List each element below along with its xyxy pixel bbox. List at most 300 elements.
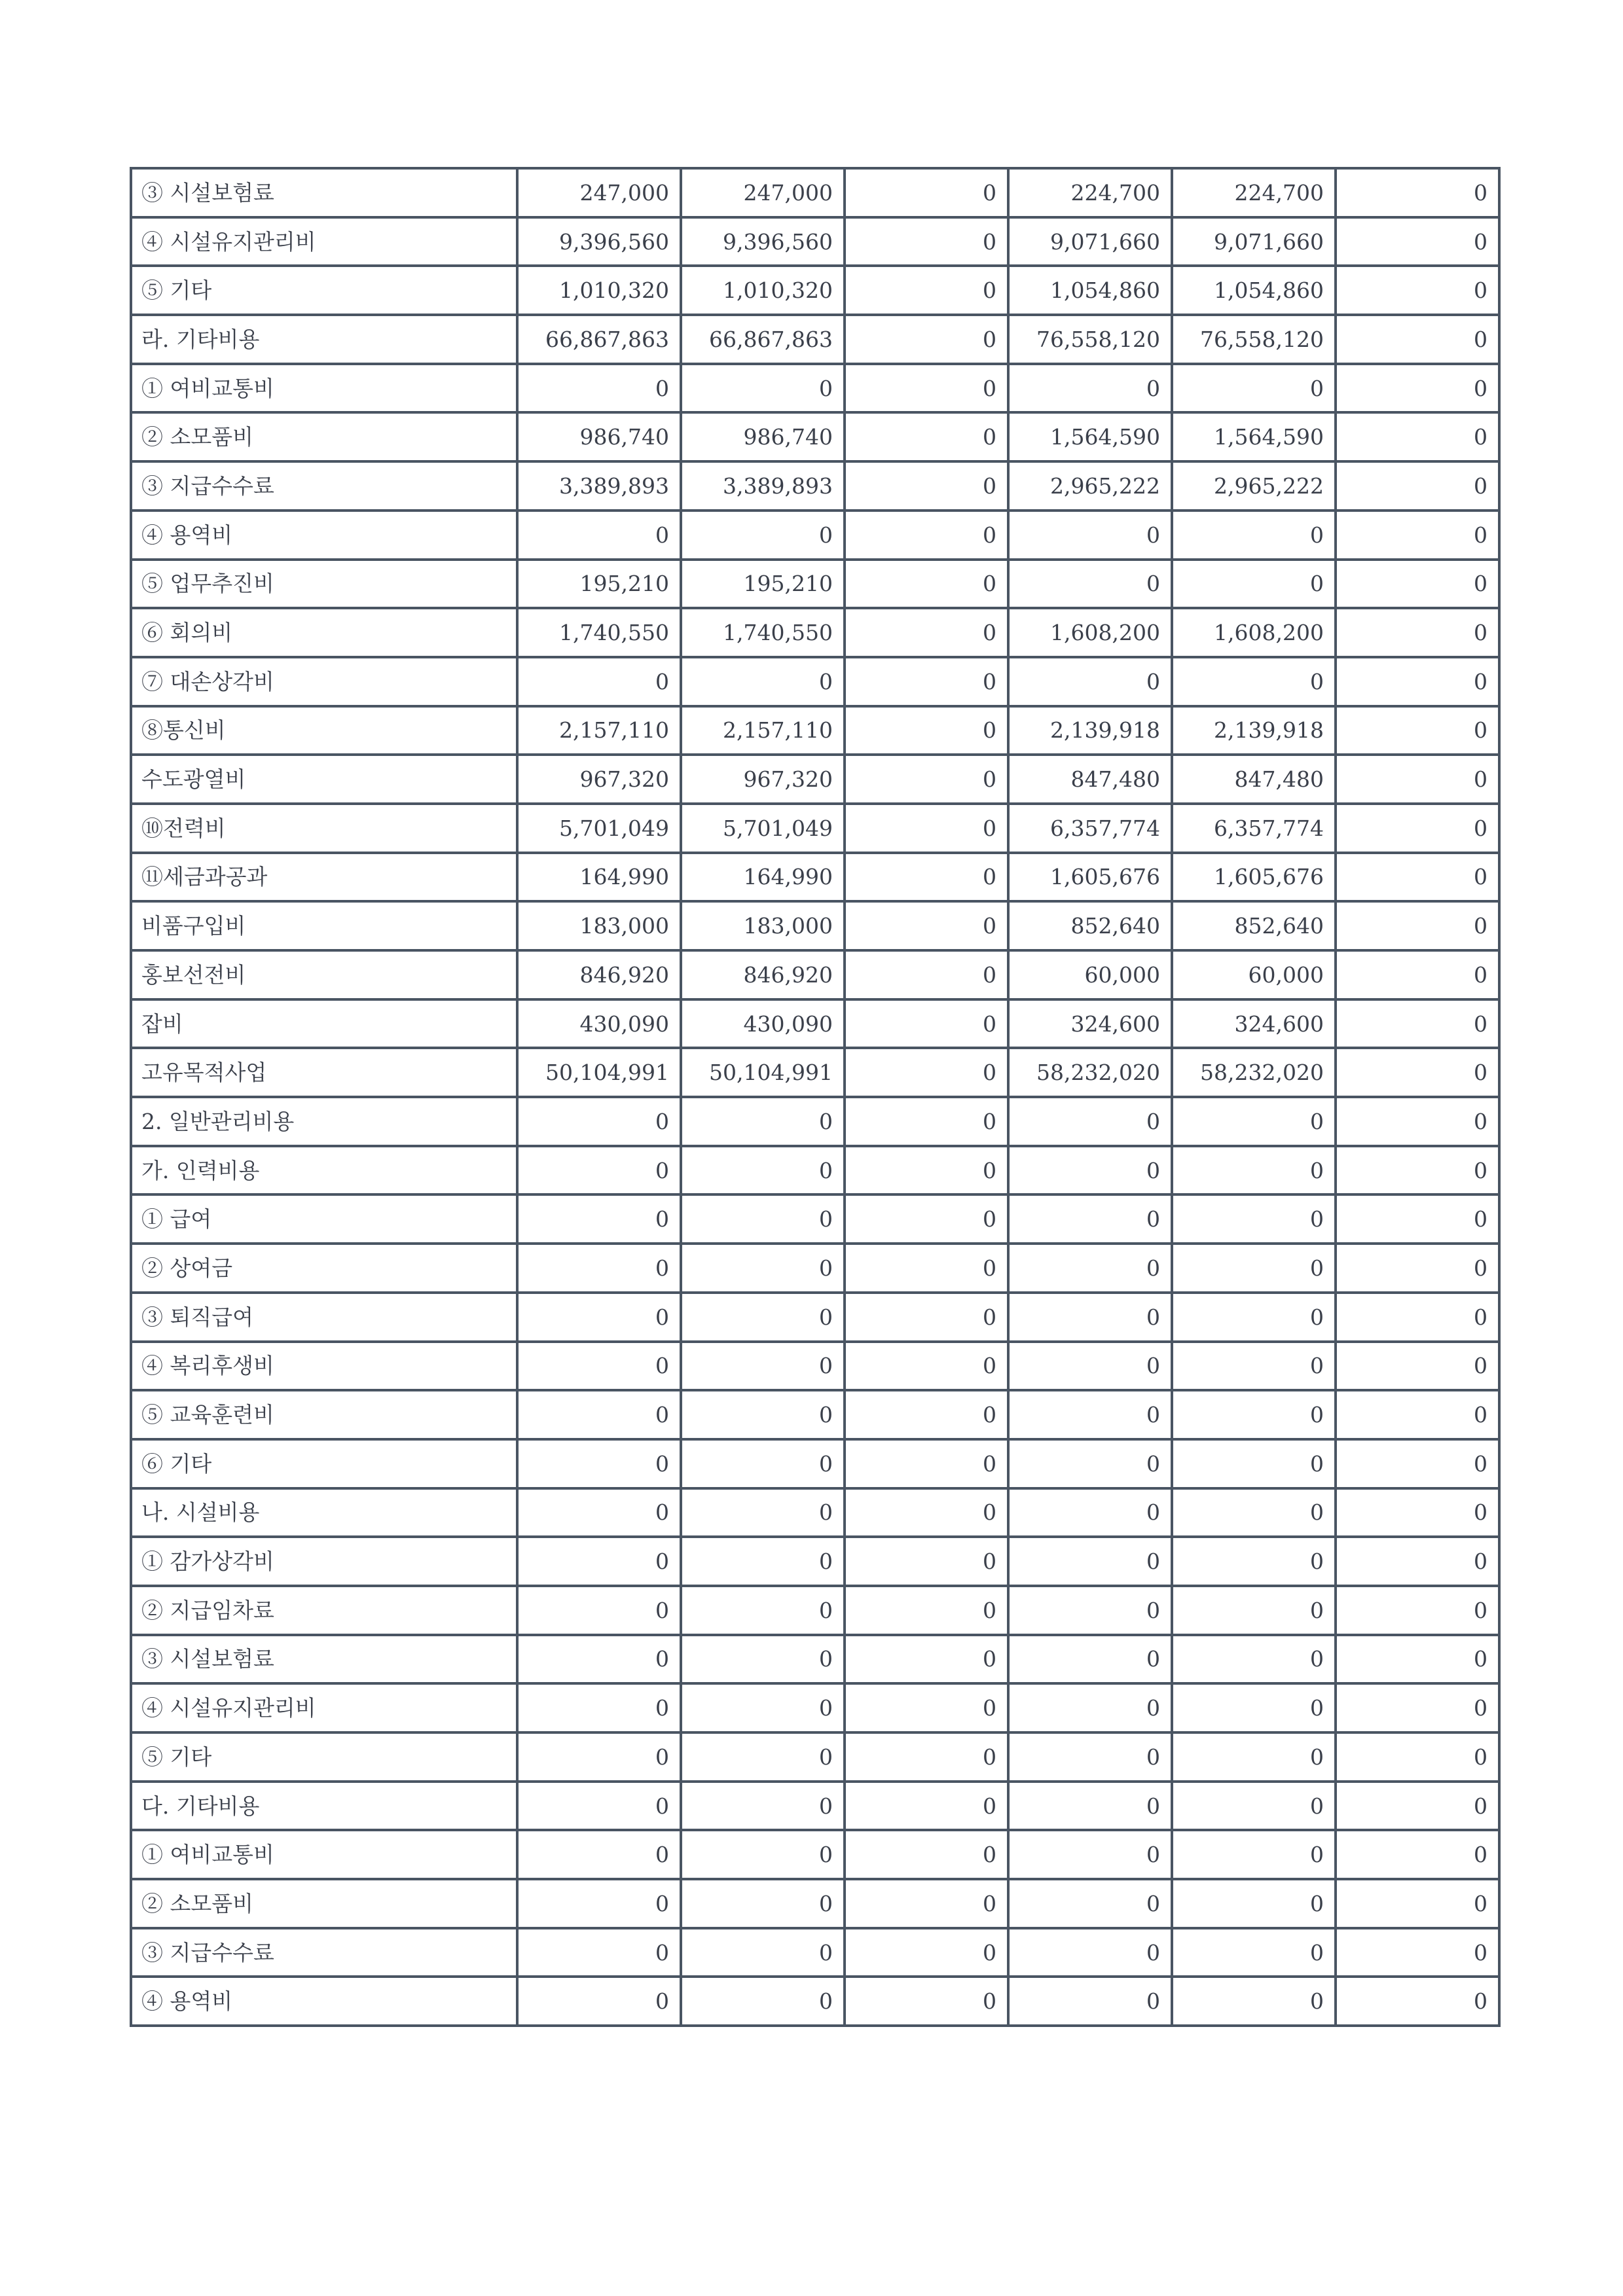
amount-cell: 0 xyxy=(1336,1146,1499,1195)
amount-cell: 0 xyxy=(1172,364,1336,413)
amount-cell: 0 xyxy=(1172,1244,1336,1293)
amount-cell: 0 xyxy=(1336,1488,1499,1537)
amount-cell: 58,232,020 xyxy=(1008,1048,1172,1097)
amount-cell: 0 xyxy=(681,1293,845,1342)
table-row xyxy=(131,999,1499,1049)
amount-cell: 986,740 xyxy=(517,412,681,461)
amount-cell: 1,608,200 xyxy=(1172,608,1336,657)
amount-cell: 0 xyxy=(517,1244,681,1293)
amount-cell: 0 xyxy=(845,1782,1008,1831)
table-row xyxy=(131,168,1499,217)
amount-cell: 0 xyxy=(1336,1928,1499,1977)
row-label: ⑧통신비 xyxy=(131,706,517,755)
amount-cell: 0 xyxy=(1008,1488,1172,1537)
table-row xyxy=(131,217,1499,266)
row-label: ③ 시설보험료 xyxy=(131,168,517,217)
table-row xyxy=(131,657,1499,706)
row-label: ⑤ 교육훈련비 xyxy=(131,1390,517,1439)
amount-cell: 0 xyxy=(1008,1879,1172,1928)
amount-cell: 0 xyxy=(681,1537,845,1586)
row-label: ④ 용역비 xyxy=(131,511,517,560)
amount-cell: 846,920 xyxy=(517,950,681,999)
amount-cell: 0 xyxy=(1336,853,1499,902)
amount-cell: 967,320 xyxy=(517,755,681,804)
row-label: ③ 지급수수료 xyxy=(131,461,517,511)
table-row xyxy=(131,706,1499,755)
row-label: ② 소모품비 xyxy=(131,412,517,461)
amount-cell: 2,965,222 xyxy=(1008,461,1172,511)
amount-cell: 0 xyxy=(517,1683,681,1732)
amount-cell: 0 xyxy=(1172,1635,1336,1684)
amount-cell: 58,232,020 xyxy=(1172,1048,1336,1097)
amount-cell: 0 xyxy=(681,1830,845,1879)
amount-cell: 0 xyxy=(681,1097,845,1146)
amount-cell: 0 xyxy=(517,1537,681,1586)
amount-cell: 0 xyxy=(1336,1635,1499,1684)
amount-cell: 9,071,660 xyxy=(1008,217,1172,266)
amount-cell: 0 xyxy=(1172,1390,1336,1439)
amount-cell: 0 xyxy=(681,1439,845,1488)
amount-cell: 852,640 xyxy=(1008,901,1172,950)
amount-cell: 0 xyxy=(1172,1732,1336,1782)
amount-cell: 0 xyxy=(1336,1293,1499,1342)
amount-cell: 0 xyxy=(1008,1146,1172,1195)
amount-cell: 66,867,863 xyxy=(681,315,845,364)
amount-cell: 0 xyxy=(845,560,1008,609)
amount-cell: 0 xyxy=(845,950,1008,999)
row-label: 수도광열비 xyxy=(131,755,517,804)
amount-cell: 2,157,110 xyxy=(681,706,845,755)
table-row xyxy=(131,1537,1499,1586)
amount-cell: 0 xyxy=(1172,1879,1336,1928)
amount-cell: 0 xyxy=(845,1586,1008,1635)
amount-cell: 0 xyxy=(517,657,681,706)
amount-cell: 324,600 xyxy=(1172,999,1336,1049)
table-row xyxy=(131,1683,1499,1732)
row-label: ② 상여금 xyxy=(131,1244,517,1293)
amount-cell: 0 xyxy=(1336,1683,1499,1732)
amount-cell: 986,740 xyxy=(681,412,845,461)
table-row xyxy=(131,1879,1499,1928)
amount-cell: 9,071,660 xyxy=(1172,217,1336,266)
row-label: ⑤ 기타 xyxy=(131,1732,517,1782)
amount-cell: 0 xyxy=(1336,804,1499,853)
amount-cell: 0 xyxy=(845,168,1008,217)
amount-cell: 224,700 xyxy=(1172,168,1336,217)
amount-cell: 0 xyxy=(845,804,1008,853)
amount-cell: 0 xyxy=(1336,364,1499,413)
row-label: ⑦ 대손상각비 xyxy=(131,657,517,706)
amount-cell: 0 xyxy=(845,315,1008,364)
amount-cell: 0 xyxy=(1172,1488,1336,1537)
amount-cell: 195,210 xyxy=(681,560,845,609)
amount-cell: 0 xyxy=(517,1977,681,2026)
row-label: ④ 시설유지관리비 xyxy=(131,217,517,266)
amount-cell: 0 xyxy=(1172,1097,1336,1146)
row-label: ⑤ 업무추진비 xyxy=(131,560,517,609)
amount-cell: 2,965,222 xyxy=(1172,461,1336,511)
amount-cell: 0 xyxy=(1008,1635,1172,1684)
amount-cell: 0 xyxy=(845,217,1008,266)
row-label: 홍보선전비 xyxy=(131,950,517,999)
amount-cell: 0 xyxy=(1336,560,1499,609)
amount-cell: 0 xyxy=(1008,1830,1172,1879)
amount-cell: 6,357,774 xyxy=(1172,804,1336,853)
amount-cell: 0 xyxy=(845,1097,1008,1146)
amount-cell: 0 xyxy=(1172,560,1336,609)
amount-cell: 183,000 xyxy=(517,901,681,950)
amount-cell: 5,701,049 xyxy=(517,804,681,853)
budget-table-body xyxy=(131,168,1499,2026)
amount-cell: 1,010,320 xyxy=(681,266,845,315)
amount-cell: 9,396,560 xyxy=(517,217,681,266)
row-label: ① 여비교통비 xyxy=(131,1830,517,1879)
amount-cell: 0 xyxy=(1336,412,1499,461)
row-label: ⑥ 기타 xyxy=(131,1439,517,1488)
amount-cell: 1,054,860 xyxy=(1008,266,1172,315)
amount-cell: 0 xyxy=(1172,1830,1336,1879)
amount-cell: 0 xyxy=(845,1635,1008,1684)
table-row xyxy=(131,950,1499,999)
table-row xyxy=(131,266,1499,315)
amount-cell: 2,157,110 xyxy=(517,706,681,755)
table-row xyxy=(131,901,1499,950)
amount-cell: 0 xyxy=(517,1293,681,1342)
amount-cell: 0 xyxy=(517,1782,681,1831)
amount-cell: 0 xyxy=(845,266,1008,315)
amount-cell: 0 xyxy=(1008,657,1172,706)
amount-cell: 0 xyxy=(845,1683,1008,1732)
row-label: ③ 퇴직급여 xyxy=(131,1293,517,1342)
amount-cell: 0 xyxy=(1336,657,1499,706)
amount-cell: 164,990 xyxy=(517,853,681,902)
amount-cell: 0 xyxy=(845,1293,1008,1342)
amount-cell: 0 xyxy=(517,1635,681,1684)
amount-cell: 0 xyxy=(681,1390,845,1439)
amount-cell: 0 xyxy=(1336,1194,1499,1244)
amount-cell: 0 xyxy=(681,1879,845,1928)
table-row xyxy=(131,1977,1499,2026)
row-label: ④ 용역비 xyxy=(131,1977,517,2026)
amount-cell: 60,000 xyxy=(1008,950,1172,999)
amount-cell: 0 xyxy=(1336,168,1499,217)
amount-cell: 0 xyxy=(1172,1928,1336,1977)
amount-cell: 0 xyxy=(1008,1097,1172,1146)
amount-cell: 0 xyxy=(681,1683,845,1732)
amount-cell: 0 xyxy=(681,1782,845,1831)
amount-cell: 0 xyxy=(1172,1683,1336,1732)
amount-cell: 847,480 xyxy=(1008,755,1172,804)
amount-cell: 0 xyxy=(845,755,1008,804)
amount-cell: 0 xyxy=(517,364,681,413)
table-row xyxy=(131,1342,1499,1391)
amount-cell: 0 xyxy=(681,364,845,413)
row-label: 잡비 xyxy=(131,999,517,1049)
table-row xyxy=(131,1782,1499,1831)
table-row xyxy=(131,560,1499,609)
amount-cell: 0 xyxy=(681,1488,845,1537)
amount-cell: 0 xyxy=(1008,1782,1172,1831)
table-row xyxy=(131,364,1499,413)
amount-cell: 0 xyxy=(517,1488,681,1537)
amount-cell: 0 xyxy=(845,706,1008,755)
amount-cell: 0 xyxy=(1008,1439,1172,1488)
row-label: 가. 인력비용 xyxy=(131,1146,517,1195)
amount-cell: 1,605,676 xyxy=(1008,853,1172,902)
row-label: ① 여비교통비 xyxy=(131,364,517,413)
amount-cell: 0 xyxy=(845,1194,1008,1244)
row-label: ⑤ 기타 xyxy=(131,266,517,315)
amount-cell: 0 xyxy=(1172,1293,1336,1342)
row-label: 다. 기타비용 xyxy=(131,1782,517,1831)
amount-cell: 0 xyxy=(517,1194,681,1244)
amount-cell: 0 xyxy=(1172,1977,1336,2026)
row-label: ③ 지급수수료 xyxy=(131,1928,517,1977)
amount-cell: 0 xyxy=(681,511,845,560)
amount-cell: 76,558,120 xyxy=(1172,315,1336,364)
amount-cell: 0 xyxy=(681,657,845,706)
amount-cell: 195,210 xyxy=(517,560,681,609)
amount-cell: 0 xyxy=(845,1342,1008,1391)
amount-cell: 0 xyxy=(845,1048,1008,1097)
amount-cell: 0 xyxy=(681,1586,845,1635)
amount-cell: 6,357,774 xyxy=(1008,804,1172,853)
amount-cell: 0 xyxy=(517,1439,681,1488)
amount-cell: 0 xyxy=(1008,1977,1172,2026)
amount-cell: 1,564,590 xyxy=(1008,412,1172,461)
amount-cell: 0 xyxy=(845,901,1008,950)
amount-cell: 0 xyxy=(517,1830,681,1879)
amount-cell: 247,000 xyxy=(681,168,845,217)
amount-cell: 1,564,590 xyxy=(1172,412,1336,461)
row-label: ① 급여 xyxy=(131,1194,517,1244)
amount-cell: 0 xyxy=(1336,217,1499,266)
amount-cell: 0 xyxy=(681,1146,845,1195)
amount-cell: 0 xyxy=(1336,1048,1499,1097)
amount-cell: 0 xyxy=(1336,461,1499,511)
amount-cell: 0 xyxy=(1336,755,1499,804)
table-row xyxy=(131,1732,1499,1782)
amount-cell: 0 xyxy=(1336,1342,1499,1391)
amount-cell: 0 xyxy=(517,1146,681,1195)
table-row xyxy=(131,1048,1499,1097)
amount-cell: 2,139,918 xyxy=(1008,706,1172,755)
amount-cell: 0 xyxy=(1336,706,1499,755)
amount-cell: 50,104,991 xyxy=(517,1048,681,1097)
table-row xyxy=(131,853,1499,902)
amount-cell: 1,605,676 xyxy=(1172,853,1336,902)
amount-cell: 0 xyxy=(1008,364,1172,413)
amount-cell: 0 xyxy=(1172,1586,1336,1635)
amount-cell: 0 xyxy=(1008,1586,1172,1635)
amount-cell: 0 xyxy=(845,1244,1008,1293)
amount-cell: 1,010,320 xyxy=(517,266,681,315)
amount-cell: 0 xyxy=(1008,1683,1172,1732)
amount-cell: 0 xyxy=(1336,950,1499,999)
table-row xyxy=(131,608,1499,657)
amount-cell: 0 xyxy=(1172,1439,1336,1488)
amount-cell: 0 xyxy=(1336,1439,1499,1488)
amount-cell: 0 xyxy=(845,1537,1008,1586)
amount-cell: 0 xyxy=(1008,1194,1172,1244)
amount-cell: 0 xyxy=(1172,1194,1336,1244)
amount-cell: 0 xyxy=(1008,1537,1172,1586)
amount-cell: 0 xyxy=(1336,1830,1499,1879)
amount-cell: 0 xyxy=(681,1928,845,1977)
table-row xyxy=(131,1586,1499,1635)
amount-cell: 3,389,893 xyxy=(681,461,845,511)
table-row xyxy=(131,1928,1499,1977)
amount-cell: 0 xyxy=(1336,1586,1499,1635)
table-row xyxy=(131,1146,1499,1195)
amount-cell: 0 xyxy=(1008,1293,1172,1342)
amount-cell: 0 xyxy=(845,1879,1008,1928)
table-row xyxy=(131,804,1499,853)
amount-cell: 0 xyxy=(1172,1342,1336,1391)
amount-cell: 967,320 xyxy=(681,755,845,804)
amount-cell: 76,558,120 xyxy=(1008,315,1172,364)
row-label: 나. 시설비용 xyxy=(131,1488,517,1537)
amount-cell: 0 xyxy=(1336,1097,1499,1146)
table-row xyxy=(131,1194,1499,1244)
table-row xyxy=(131,1830,1499,1879)
amount-cell: 0 xyxy=(1336,1537,1499,1586)
table-row xyxy=(131,1439,1499,1488)
row-label: ⑩전력비 xyxy=(131,804,517,853)
row-label: 비품구입비 xyxy=(131,901,517,950)
amount-cell: 50,104,991 xyxy=(681,1048,845,1097)
amount-cell: 5,701,049 xyxy=(681,804,845,853)
amount-cell: 0 xyxy=(1172,1146,1336,1195)
amount-cell: 0 xyxy=(1336,1879,1499,1928)
row-label: 고유목적사업 xyxy=(131,1048,517,1097)
table-row xyxy=(131,315,1499,364)
amount-cell: 0 xyxy=(845,853,1008,902)
amount-cell: 0 xyxy=(845,412,1008,461)
amount-cell: 0 xyxy=(1336,999,1499,1049)
table-row xyxy=(131,755,1499,804)
amount-cell: 324,600 xyxy=(1008,999,1172,1049)
amount-cell: 0 xyxy=(517,1879,681,1928)
amount-cell: 0 xyxy=(1336,315,1499,364)
amount-cell: 0 xyxy=(681,1635,845,1684)
table-row xyxy=(131,412,1499,461)
row-label: ⑥ 회의비 xyxy=(131,608,517,657)
table-row xyxy=(131,1390,1499,1439)
table-row xyxy=(131,461,1499,511)
amount-cell: 0 xyxy=(1336,511,1499,560)
row-label: 2. 일반관리비용 xyxy=(131,1097,517,1146)
amount-cell: 0 xyxy=(681,1194,845,1244)
amount-cell: 430,090 xyxy=(681,999,845,1049)
amount-cell: 0 xyxy=(1008,1732,1172,1782)
amount-cell: 1,608,200 xyxy=(1008,608,1172,657)
row-label: ④ 복리후생비 xyxy=(131,1342,517,1391)
amount-cell: 2,139,918 xyxy=(1172,706,1336,755)
amount-cell: 0 xyxy=(517,1586,681,1635)
amount-cell: 0 xyxy=(845,999,1008,1049)
amount-cell: 0 xyxy=(517,1732,681,1782)
amount-cell: 0 xyxy=(681,1244,845,1293)
amount-cell: 0 xyxy=(517,1097,681,1146)
amount-cell: 0 xyxy=(1172,1537,1336,1586)
amount-cell: 0 xyxy=(845,1830,1008,1879)
amount-cell: 0 xyxy=(1008,1928,1172,1977)
amount-cell: 224,700 xyxy=(1008,168,1172,217)
amount-cell: 0 xyxy=(845,461,1008,511)
amount-cell: 0 xyxy=(845,1488,1008,1537)
amount-cell: 0 xyxy=(1172,511,1336,560)
amount-cell: 847,480 xyxy=(1172,755,1336,804)
amount-cell: 9,396,560 xyxy=(681,217,845,266)
amount-cell: 0 xyxy=(517,511,681,560)
amount-cell: 0 xyxy=(1336,1977,1499,2026)
amount-cell: 0 xyxy=(681,1342,845,1391)
table-row xyxy=(131,1244,1499,1293)
amount-cell: 1,740,550 xyxy=(517,608,681,657)
amount-cell: 0 xyxy=(1008,1390,1172,1439)
amount-cell: 0 xyxy=(845,1977,1008,2026)
amount-cell: 0 xyxy=(1336,1782,1499,1831)
amount-cell: 852,640 xyxy=(1172,901,1336,950)
amount-cell: 0 xyxy=(1336,1732,1499,1782)
amount-cell: 0 xyxy=(681,1977,845,2026)
amount-cell: 846,920 xyxy=(681,950,845,999)
amount-cell: 0 xyxy=(845,511,1008,560)
amount-cell: 0 xyxy=(845,657,1008,706)
amount-cell: 0 xyxy=(845,1390,1008,1439)
amount-cell: 0 xyxy=(681,1732,845,1782)
amount-cell: 0 xyxy=(845,1439,1008,1488)
budget-table xyxy=(130,167,1501,2027)
amount-cell: 0 xyxy=(1008,560,1172,609)
amount-cell: 1,740,550 xyxy=(681,608,845,657)
amount-cell: 0 xyxy=(1008,511,1172,560)
row-label: ② 소모품비 xyxy=(131,1879,517,1928)
table-row xyxy=(131,1488,1499,1537)
amount-cell: 247,000 xyxy=(517,168,681,217)
amount-cell: 60,000 xyxy=(1172,950,1336,999)
row-label: 라. 기타비용 xyxy=(131,315,517,364)
amount-cell: 183,000 xyxy=(681,901,845,950)
amount-cell: 0 xyxy=(1336,608,1499,657)
amount-cell: 66,867,863 xyxy=(517,315,681,364)
table-row xyxy=(131,1097,1499,1146)
row-label: ② 지급임차료 xyxy=(131,1586,517,1635)
amount-cell: 164,990 xyxy=(681,853,845,902)
table-row xyxy=(131,511,1499,560)
amount-cell: 0 xyxy=(1008,1244,1172,1293)
amount-cell: 0 xyxy=(1336,1390,1499,1439)
table-row xyxy=(131,1635,1499,1684)
amount-cell: 0 xyxy=(845,1928,1008,1977)
amount-cell: 0 xyxy=(845,608,1008,657)
row-label: ① 감가상각비 xyxy=(131,1537,517,1586)
amount-cell: 0 xyxy=(845,1146,1008,1195)
amount-cell: 0 xyxy=(1336,1244,1499,1293)
amount-cell: 430,090 xyxy=(517,999,681,1049)
amount-cell: 0 xyxy=(517,1342,681,1391)
amount-cell: 0 xyxy=(517,1928,681,1977)
row-label: ④ 시설유지관리비 xyxy=(131,1683,517,1732)
amount-cell: 3,389,893 xyxy=(517,461,681,511)
row-label: ⑪세금과공과 xyxy=(131,853,517,902)
row-label: ③ 시설보험료 xyxy=(131,1635,517,1684)
amount-cell: 0 xyxy=(1172,657,1336,706)
amount-cell: 0 xyxy=(1336,266,1499,315)
amount-cell: 0 xyxy=(517,1390,681,1439)
amount-cell: 0 xyxy=(1336,901,1499,950)
